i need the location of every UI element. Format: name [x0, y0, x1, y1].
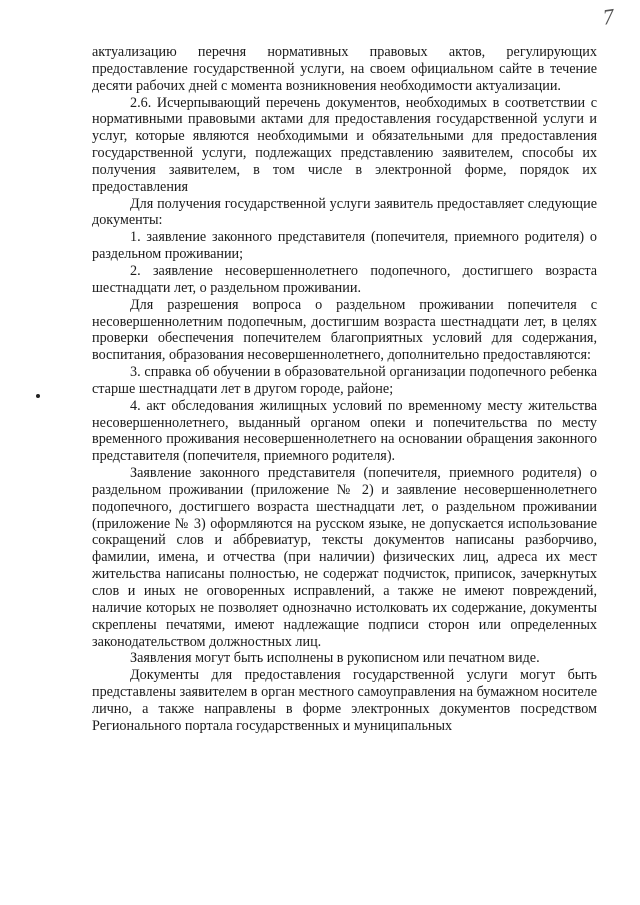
list-item: 4. акт обследования жилищных условий по временному месту жительства несовершеннолетнего, выданный органом опеки и попечительства по месту временного проживания несовершеннолетнего на основании обращения законного представителя (попечителя, приемного родителя).	[92, 397, 597, 465]
paragraph: Для разрешения вопроса о раздельном проживании попечителя с несовершеннолетним подопечным, достигшим возраста шестнадцати лет, в целях проверки обеспечения попечителем благоприятных условий для содержания, воспитания, образования несовершеннолетнего, дополнительно предоставляются:	[92, 296, 597, 364]
paragraph: Документы для предоставления государственной услуги могут быть представлены заявителем в орган местного самоуправления на бумажном носителе лично, а также направлены в форме электронных документов посредством Регионального портала государственных и муниципальных	[92, 667, 597, 734]
list-item: 1. заявление законного представителя (попечителя, приемного родителя) о раздельном проживании;	[92, 229, 597, 263]
document-body	[92, 44, 597, 735]
list-item: 2. заявление несовершеннолетнего подопечного, достигшего возраста шестнадцати лет, о раздельном проживании.	[92, 262, 597, 296]
paragraph: Заявление законного представителя (попечителя, приемного родителя) о раздельном проживании (приложение № 2) и заявление несовершеннолетнего подопечного, достигшего возраста шестнадцати лет, о раздельном проживании (приложение № 3) оформляются на русском языке, не допускается использование сокращений слов и аббревиатур, тексты документов написаны разборчиво, фамилии, имена, и отчества (при наличии) физических лиц, адреса их мест жительства написаны полностью, не содержат подчисток, приписок, зачеркнутых слов и иных не оговоренных исправлений, а также не имеют повреждений, наличие которых не позволяет однозначно истолковать их содержание, документы скреплены печатями, имеют надлежащие подписи сторон или определенных законодательством должностных лиц.	[92, 465, 597, 650]
handwritten-page-number: 7	[601, 3, 616, 30]
section-heading: 2.6. Исчерпывающий перечень документов, необходимых в соответствии с нормативными правовыми актами для предоставления государственной услуги и услуг, которые являются необходимыми и обязательными для предоставления государственной услуги, подлежащих представлению заявителем, способы их получения заявителем, в том числе в электронной форме, порядок их предоставления	[92, 94, 597, 195]
paragraph: Для получения государственной услуги заявитель предоставляет следующие документы:	[92, 195, 597, 229]
scan-mark	[36, 394, 40, 398]
list-item: 3. справка об обучении в образовательной организации подопечного ребенка старше шестнадцати лет в другом городе, районе;	[92, 364, 597, 397]
paragraph: Заявления могут быть исполнены в рукописном или печатном виде.	[130, 650, 540, 667]
paragraph: актуализацию перечня нормативных правовых актов, регулирующих предоставление государственной услуги, на своем официальном сайте в течение десяти рабочих дней с момента возникновения необходимости актуализации.	[92, 44, 597, 94]
